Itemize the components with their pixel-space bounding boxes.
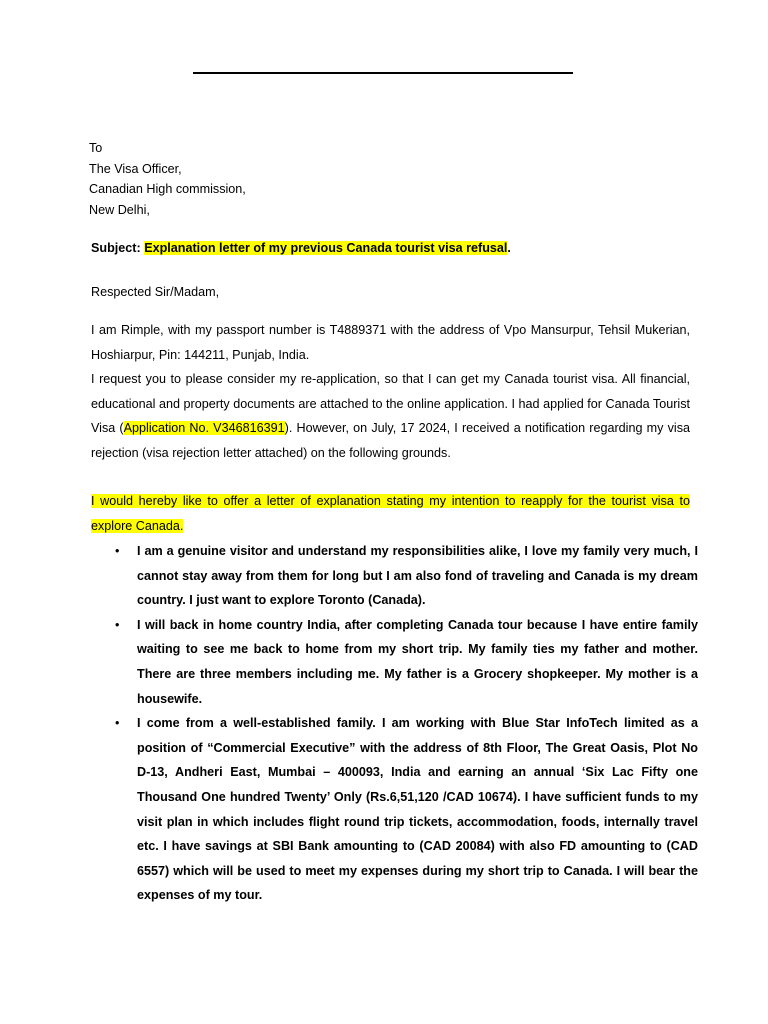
subject-label: Subject: [91,241,145,255]
request-paragraph [91,367,690,465]
list-item-text: I come from a well-established family. I am working with Blue Star InfoTech limited as a position of “Commercial Executive” with the address of 8th Floor, The Great Oasis, Plot No D-13, Andheri East, Mumbai – 400093, India and earning an annual ‘Six Lac Fifty one Thousand One hundred Twenty’ Only (Rs.6,51,120 /CAD 10674). I have sufficient funds to my visit plan in which includes flight round trip tickets, accommodation, foods, internally travel etc. I have savings at SBI Bank amounting to (CAD 20084) with also FD amounting to (CAD 6557) which will be used to meet my expenses during my short trip to Canada. I will bear the expenses of my tour. [137,716,698,903]
request-after: ). However, on July, 17 2024, I received a notification regarding my visa rejection (visa rejection letter attached) on the following grounds. [91,421,690,460]
intention-text: I would hereby like to offer a letter of explanation stating my intention to reapply for the tourist visa to explore Canada. [91,494,690,533]
greeting: Respected Sir/Madam, [91,285,220,299]
application-number: Application No. V346816391 [123,421,285,436]
intention-paragraph [91,489,690,538]
subject-line [91,241,511,255]
bullet-icon: • [115,716,120,731]
address-commission: Canadian High commission, [89,182,246,197]
grounds-list [91,539,698,908]
address-to: To [89,141,103,155]
list-item-text: I am a genuine visitor and understand my responsibilities alike, I love my family very much, I cannot stay away from them for long but I am also fond of traveling and Canada is my dream country. I just want to explore Toronto (Canada). [137,544,698,608]
address-officer: The Visa Officer, [89,161,182,176]
list-item [91,613,698,711]
header-rule [193,72,573,74]
list-item [91,711,698,908]
bullet-icon: • [115,544,120,558]
letter-body [91,318,690,466]
bullet-icon: • [115,617,120,632]
intro-paragraph: I am Rimple, with my passport number is T4889371 with the address of Vpo Mansurpur, Tehsil Mukerian, Hoshiarpur, Pin: 144211, Punjab, India. [91,323,690,362]
list-item [91,539,698,613]
recipient-address [89,138,246,221]
subject-end: . [507,241,511,255]
request-before: I request you to please consider my re-application, so that I can get my Canada tourist visa. All financial, educational and property documents are attached to the online application. I had applied for Canada Tourist Visa ( [91,372,690,436]
subject-text: Explanation letter of my previous Canada tourist visa refusal [144,241,508,255]
address-city: New Delhi, [89,203,150,218]
list-item-text: I will back in home country India, after completing Canada tour because I have entire family waiting to see me back to home from my short trip. My family ties my father and mother. There are three members including me. My father is a Grocery shopkeeper. My mother is a housewife. [137,617,698,706]
